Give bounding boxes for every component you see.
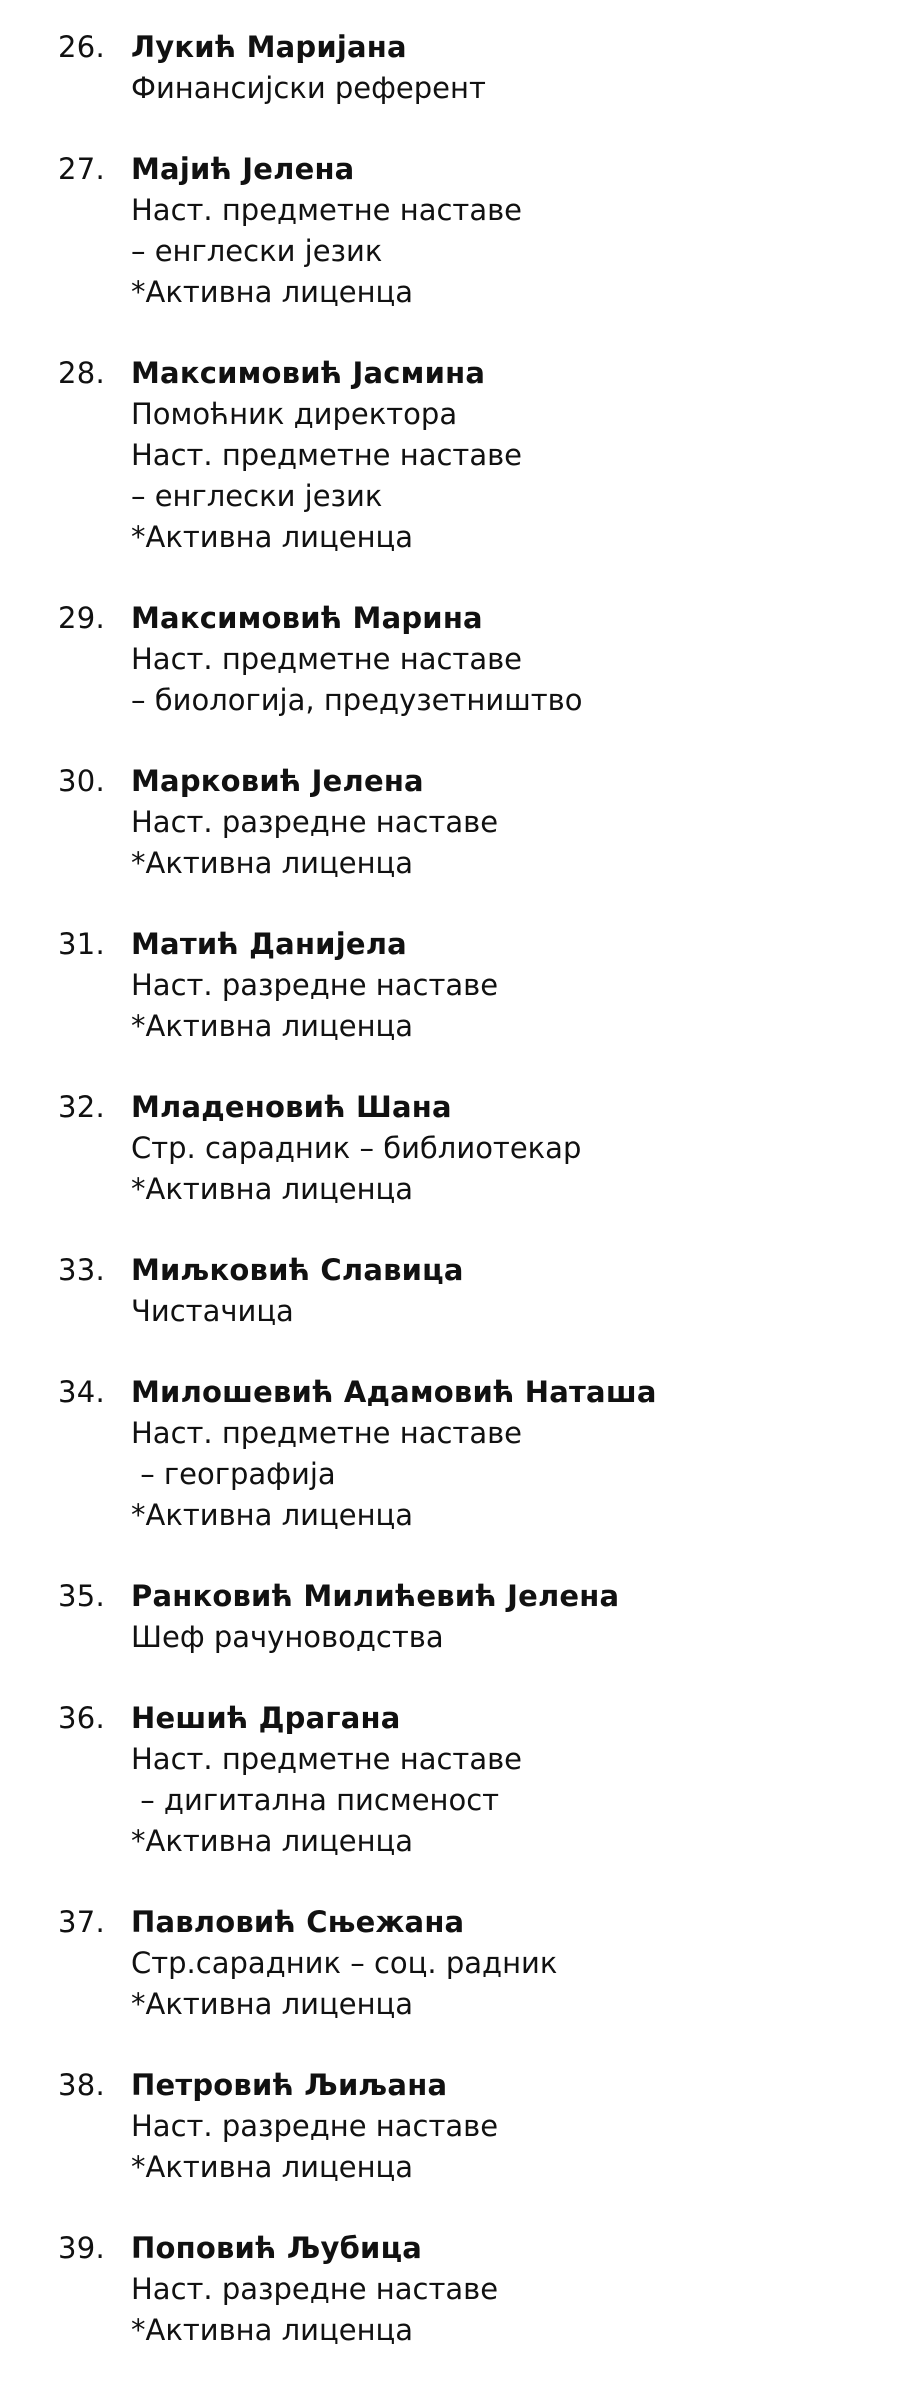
entry-number: 35. — [57, 1579, 105, 1613]
license-note: *Активна лиценца — [131, 2150, 414, 2184]
staff-name: Младеновић Шана — [131, 1090, 452, 1124]
entry-body — [131, 1250, 910, 1332]
entry-number: 32. — [57, 1090, 105, 1124]
staff-list — [0, 27, 910, 2391]
staff-detail: – енглески језик — [131, 479, 383, 513]
entry-body — [131, 2065, 910, 2188]
staff-entry — [0, 2065, 910, 2188]
license-note: *Активна лиценца — [131, 1009, 414, 1043]
staff-entry — [0, 1250, 910, 1332]
license-note: *Активна лиценца — [131, 520, 414, 554]
staff-entry — [0, 1902, 910, 2025]
entry-number: 28. — [57, 356, 105, 390]
entry-body — [131, 2228, 910, 2351]
staff-detail: Наст. разредне наставе — [131, 2109, 499, 2143]
staff-name: Максимовић Јасмина — [131, 356, 486, 390]
staff-detail: Наст. предметне наставе — [131, 438, 523, 472]
staff-entry — [0, 149, 910, 313]
entry-body — [131, 1576, 910, 1658]
staff-name: Марковић Јелена — [131, 764, 424, 798]
staff-entry — [0, 2228, 910, 2351]
staff-entry — [0, 353, 910, 558]
staff-name: Лукић Маријана — [131, 30, 407, 64]
license-note: *Активна лиценца — [131, 846, 414, 880]
entry-number: 36. — [57, 1701, 105, 1735]
staff-name: Миљковић Славица — [131, 1253, 464, 1287]
staff-detail: Финансијски референт — [131, 71, 486, 105]
entry-number: 27. — [57, 152, 105, 186]
license-note: *Активна лиценца — [131, 1987, 414, 2021]
entry-number: 31. — [57, 927, 105, 961]
staff-entry — [0, 598, 910, 721]
license-note: *Активна лиценца — [131, 2313, 414, 2347]
staff-detail: Стр. сарадник – библиотекар — [131, 1131, 582, 1165]
staff-name: Петровић Љиљана — [131, 2068, 448, 2102]
staff-detail: Стр.сарадник – соц. радник — [131, 1946, 558, 1980]
entry-body — [131, 1902, 910, 2025]
staff-detail: – биологија, предузетништво — [131, 683, 583, 717]
license-note: *Активна лиценца — [131, 1498, 414, 1532]
staff-name: Павловић Сњежана — [131, 1905, 465, 1939]
staff-entry — [0, 1576, 910, 1658]
staff-detail: Шеф рачуноводства — [131, 1620, 444, 1654]
staff-entry — [0, 761, 910, 884]
staff-entry — [0, 924, 910, 1047]
staff-entry — [0, 27, 910, 109]
entry-body — [131, 1698, 910, 1862]
entry-body — [131, 149, 910, 313]
entry-number: 26. — [57, 30, 105, 64]
entry-number: 38. — [57, 2068, 105, 2102]
staff-entry — [0, 1698, 910, 1862]
staff-name: Матић Данијела — [131, 927, 407, 961]
entry-body — [131, 1372, 910, 1536]
staff-detail: Наст. предметне наставе — [131, 193, 523, 227]
entry-body — [131, 924, 910, 1047]
license-note: *Активна лиценца — [131, 1172, 414, 1206]
staff-detail: – дигитална писменост — [131, 1783, 500, 1817]
staff-detail: Наст. предметне наставе — [131, 1416, 523, 1450]
staff-detail: Чистачица — [131, 1294, 294, 1328]
staff-detail: – енглески језик — [131, 234, 383, 268]
license-note: *Активна лиценца — [131, 275, 414, 309]
entry-number: 39. — [57, 2231, 105, 2265]
license-note: *Активна лиценца — [131, 1824, 414, 1858]
staff-detail: Наст. предметне наставе — [131, 642, 523, 676]
entry-number: 33. — [57, 1253, 105, 1287]
entry-number: 29. — [57, 601, 105, 635]
staff-detail: – географија — [131, 1457, 336, 1491]
staff-name: Ранковић Милићевић Јелена — [131, 1579, 620, 1613]
entry-number: 34. — [57, 1375, 105, 1409]
staff-name: Максимовић Марина — [131, 601, 483, 635]
staff-detail: Наст. разредне наставе — [131, 805, 499, 839]
entry-body — [131, 353, 910, 558]
entry-number: 37. — [57, 1905, 105, 1939]
entry-body — [131, 598, 910, 721]
entry-number: 30. — [57, 764, 105, 798]
staff-detail: Наст. разредне наставе — [131, 968, 499, 1002]
staff-entry — [0, 1372, 910, 1536]
staff-detail: Помоћник директора — [131, 397, 458, 431]
staff-name: Нешић Драгана — [131, 1701, 401, 1735]
entry-body — [131, 761, 910, 884]
staff-detail: Наст. разредне наставе — [131, 2272, 499, 2306]
entry-body — [131, 1087, 910, 1210]
staff-name: Милошевић Адамовић Наташа — [131, 1375, 657, 1409]
staff-name: Мајић Јелена — [131, 152, 355, 186]
staff-name: Поповић Љубица — [131, 2231, 423, 2265]
entry-body — [131, 27, 910, 109]
staff-detail: Наст. предметне наставе — [131, 1742, 523, 1776]
staff-entry — [0, 1087, 910, 1210]
